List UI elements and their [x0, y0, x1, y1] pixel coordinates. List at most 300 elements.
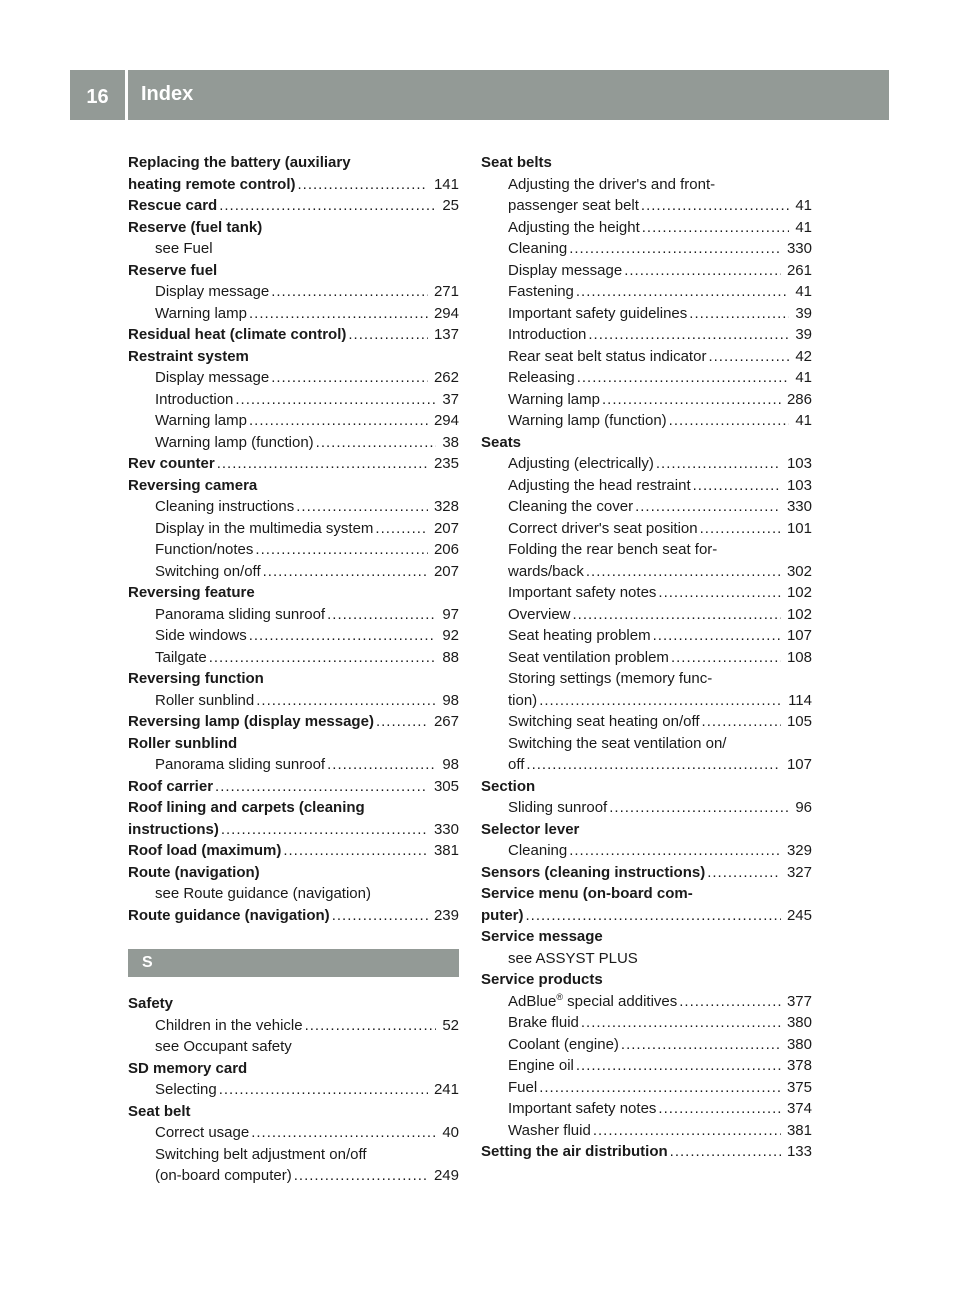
leader-dots — [539, 690, 782, 712]
page-reference[interactable]: 141 — [433, 175, 459, 193]
leader-dots — [577, 367, 790, 389]
index-heading — [128, 346, 459, 368]
page-reference[interactable]: 41 — [795, 369, 812, 386]
entry-label: Correct driver's seat position — [508, 519, 698, 537]
page-reference[interactable]: 328 — [433, 498, 459, 515]
entry-label: Washer fluid — [508, 1121, 591, 1139]
leader-dots — [251, 1122, 436, 1144]
page-reference[interactable]: 52 — [442, 1016, 459, 1034]
entry-label: Residual heat (climate control) — [128, 326, 347, 343]
index-entry — [481, 1034, 812, 1056]
index-entry — [481, 647, 812, 669]
page-reference[interactable]: 207 — [433, 519, 459, 537]
page-reference[interactable]: 249 — [433, 1167, 459, 1184]
index-entry — [128, 690, 459, 712]
entry-label: Panorama sliding sunroof — [155, 605, 326, 623]
entry-label: Service menu (on-board com- — [481, 885, 693, 902]
leader-dots — [670, 1141, 781, 1163]
index-entry — [128, 1165, 459, 1187]
entry-label: Reversing feature — [128, 584, 255, 601]
leader-dots — [576, 281, 789, 303]
entry-label: Rev counter — [128, 455, 215, 472]
entry-label: AdBlue® special additives — [508, 991, 678, 1010]
entry-label: Switching on/off — [155, 562, 261, 580]
page-reference[interactable]: 42 — [795, 347, 812, 365]
index-column-left — [128, 152, 459, 1187]
index-entry — [128, 711, 459, 733]
leader-dots — [708, 346, 789, 368]
index-heading — [481, 432, 812, 454]
leader-dots — [283, 840, 428, 862]
page-reference[interactable]: 302 — [786, 562, 812, 580]
page-number: 16 — [86, 85, 109, 108]
index-heading — [481, 883, 812, 905]
index-heading — [481, 969, 812, 991]
leader-dots — [658, 582, 781, 604]
index-entry — [128, 195, 459, 217]
leader-dots — [263, 561, 428, 583]
entry-label: Storing settings (memory func- — [508, 670, 713, 687]
entry-label: see Occupant safety — [155, 1038, 292, 1055]
entry-label: instructions) — [128, 820, 219, 838]
leader-dots — [609, 797, 789, 819]
entry-label: Adjusting the height — [508, 218, 640, 236]
page-reference[interactable]: 37 — [442, 390, 459, 408]
index-column-right — [481, 152, 812, 1163]
page-reference[interactable]: 330 — [433, 820, 459, 838]
leader-dots — [305, 1015, 437, 1037]
page-reference[interactable]: 103 — [786, 455, 812, 472]
page-reference[interactable]: 105 — [786, 713, 812, 730]
entry-label: Route (navigation) — [128, 863, 260, 881]
entry-label: see Fuel — [155, 240, 213, 257]
index-entry — [481, 389, 812, 411]
entry-label: Children in the vehicle — [155, 1016, 303, 1034]
page-reference[interactable]: 381 — [433, 842, 459, 859]
page-reference[interactable]: 102 — [786, 605, 812, 623]
entry-label: Important safety guidelines — [508, 304, 688, 322]
entry-label: Switching belt adjustment on/off — [155, 1145, 367, 1163]
index-subentry — [481, 668, 812, 690]
page-reference[interactable]: 206 — [433, 541, 459, 558]
index-entry — [481, 1012, 812, 1034]
index-entry — [481, 1120, 812, 1142]
leader-dots — [635, 496, 781, 518]
entry-label: Switching seat heating on/off — [508, 713, 700, 730]
leader-dots — [327, 754, 436, 776]
index-entries-s — [128, 993, 459, 1187]
leader-dots — [526, 905, 781, 927]
index-entry — [128, 303, 459, 325]
page-reference[interactable]: 330 — [786, 498, 812, 515]
page-reference[interactable]: 97 — [442, 605, 459, 623]
entry-label: Selecting — [155, 1081, 217, 1098]
leader-dots — [327, 604, 436, 626]
leader-dots — [669, 410, 790, 432]
entry-label: Rear seat belt status indicator — [508, 347, 707, 365]
index-entry — [481, 453, 812, 475]
index-entry — [481, 690, 812, 712]
page-reference[interactable]: 381 — [786, 1121, 812, 1139]
page-reference[interactable]: 41 — [795, 197, 812, 214]
leader-dots — [602, 389, 781, 411]
leader-dots — [593, 1120, 781, 1142]
index-entry — [128, 539, 459, 561]
index-entry — [128, 625, 459, 647]
page-reference[interactable]: 329 — [786, 842, 812, 859]
index-entry — [481, 754, 812, 776]
index-subentry — [128, 1036, 459, 1058]
index-entry — [128, 496, 459, 518]
leader-dots — [298, 174, 428, 196]
header-divider — [125, 70, 128, 120]
index-heading — [128, 668, 459, 690]
index-heading — [128, 993, 459, 1015]
page-reference[interactable]: 207 — [433, 562, 459, 580]
index-entry — [128, 367, 459, 389]
page-reference[interactable]: 39 — [795, 326, 812, 343]
leader-dots — [348, 324, 428, 346]
index-entry — [481, 561, 812, 583]
index-entry — [128, 432, 459, 454]
index-heading — [128, 797, 459, 819]
index-entry — [481, 991, 812, 1013]
index-heading — [128, 862, 459, 884]
index-entry — [481, 195, 812, 217]
leader-dots — [219, 195, 436, 217]
registered-mark: ® — [556, 991, 564, 1002]
leader-dots — [296, 496, 428, 518]
index-entry — [481, 1141, 812, 1163]
entry-label: Roller sunblind — [155, 691, 255, 709]
index-heading — [128, 217, 459, 239]
index-heading — [128, 152, 459, 174]
section-header-s: S — [128, 949, 459, 977]
entry-label: see Route guidance (navigation) — [155, 885, 371, 902]
page-reference[interactable]: 98 — [442, 691, 459, 709]
index-entry — [481, 862, 812, 884]
index-entry — [128, 604, 459, 626]
index-entry — [481, 410, 812, 432]
leader-dots — [641, 195, 789, 217]
leader-dots — [658, 1098, 781, 1120]
leader-dots — [316, 432, 437, 454]
entry-label: Roller sunblind — [128, 734, 238, 752]
leader-dots — [671, 647, 781, 669]
index-entry — [128, 410, 459, 432]
entry-label: Seat ventilation problem — [508, 648, 669, 666]
index-heading — [481, 152, 812, 174]
leader-dots — [235, 389, 436, 411]
index-entry — [128, 281, 459, 303]
entry-label: Reversing lamp (display message) — [128, 713, 374, 730]
index-entry — [481, 496, 812, 518]
index-entry — [128, 324, 459, 346]
entry-label: tion) — [508, 691, 538, 709]
entry-label: Roof carrier — [128, 777, 214, 795]
page-reference[interactable]: 108 — [786, 648, 812, 666]
entry-label: Overview — [508, 605, 571, 623]
page-reference[interactable]: 305 — [433, 777, 459, 795]
leader-dots — [586, 561, 781, 583]
index-entry — [128, 1015, 459, 1037]
entry-label: off — [508, 756, 525, 773]
index-entry — [481, 217, 812, 239]
leader-dots — [573, 604, 781, 626]
page-reference[interactable]: 114 — [788, 691, 812, 709]
entry-label: Seat belt — [128, 1102, 191, 1120]
index-subentry — [128, 1144, 459, 1166]
index-entry — [481, 840, 812, 862]
leader-dots — [294, 1165, 428, 1187]
page-reference[interactable]: 267 — [433, 713, 459, 730]
index-heading — [128, 475, 459, 497]
page-reference[interactable]: 375 — [786, 1078, 812, 1096]
page-reference[interactable]: 378 — [786, 1057, 812, 1074]
page-reference[interactable]: 40 — [442, 1124, 459, 1141]
entry-label: see ASSYST PLUS — [508, 949, 638, 967]
entry-label: Fastening — [508, 283, 574, 300]
page-reference[interactable]: 245 — [786, 906, 812, 924]
leader-dots — [219, 1079, 428, 1101]
entry-label: Section — [481, 777, 536, 795]
page-reference[interactable]: 107 — [786, 756, 812, 773]
leader-dots — [375, 518, 428, 540]
entry-label: Display message — [155, 283, 270, 300]
entry-label: Restraint system — [128, 347, 249, 365]
index-entry — [481, 475, 812, 497]
entry-label: Seat belts — [481, 154, 552, 171]
entry-label: Introduction — [155, 390, 234, 408]
leader-dots — [376, 711, 428, 733]
leader-dots — [569, 238, 781, 260]
index-entry — [481, 711, 812, 733]
page-reference[interactable]: 41 — [795, 283, 812, 300]
index-entry — [128, 453, 459, 475]
entry-label: Side windows — [155, 627, 247, 644]
index-entry — [481, 260, 812, 282]
entry-label: Introduction — [508, 326, 587, 343]
index-entry — [481, 303, 812, 325]
index-heading — [128, 733, 459, 755]
index-heading — [128, 1101, 459, 1123]
index-entry — [481, 518, 812, 540]
leader-dots — [209, 647, 437, 669]
entry-label: Cleaning — [508, 842, 568, 859]
entry-label: Reversing camera — [128, 476, 258, 494]
page-reference[interactable]: 103 — [786, 476, 812, 494]
page-reference[interactable]: 286 — [786, 390, 812, 408]
index-entries-s-continued — [481, 152, 812, 1163]
index-entry — [481, 905, 812, 927]
entry-label: (on-board computer) — [155, 1167, 292, 1184]
page-reference[interactable]: 96 — [795, 799, 812, 816]
leader-dots — [707, 862, 781, 884]
index-entry — [128, 819, 459, 841]
page-reference[interactable]: 88 — [442, 648, 459, 666]
index-entry — [481, 324, 812, 346]
page-reference[interactable]: 25 — [442, 197, 459, 214]
page-reference[interactable]: 294 — [433, 304, 459, 322]
page-reference[interactable]: 261 — [786, 261, 812, 279]
leader-dots — [702, 711, 781, 733]
entry-label: Correct usage — [155, 1124, 250, 1141]
entry-label: Replacing the battery (auxiliary — [128, 154, 351, 171]
page-reference[interactable]: 374 — [786, 1100, 812, 1117]
leader-dots — [656, 453, 781, 475]
entry-label: Roof lining and carpets (cleaning — [128, 799, 365, 816]
index-entry — [128, 174, 459, 196]
entry-label: Warning lamp (function) — [508, 412, 667, 429]
entry-label: Service products — [481, 971, 603, 988]
page-reference[interactable]: 380 — [786, 1014, 812, 1031]
index-entry — [481, 1055, 812, 1077]
page-reference[interactable]: 107 — [786, 627, 812, 644]
leader-dots — [249, 625, 437, 647]
index-entry — [128, 389, 459, 411]
entry-label: Service message — [481, 928, 603, 945]
entry-label: Brake fluid — [508, 1014, 579, 1031]
entry-label: Reserve fuel — [128, 261, 218, 279]
index-entries-r — [128, 152, 459, 926]
entry-label: Safety — [128, 995, 174, 1012]
entry-label: Display message — [508, 261, 623, 279]
page-reference[interactable]: 380 — [786, 1035, 812, 1053]
entry-label: Cleaning instructions — [155, 498, 295, 515]
page-title: Index — [141, 82, 194, 105]
entry-label: Display in the multimedia system — [155, 519, 374, 537]
index-heading — [481, 819, 812, 841]
leader-dots — [693, 475, 781, 497]
page-reference[interactable]: 39 — [795, 304, 812, 322]
page-reference[interactable]: 327 — [786, 863, 812, 881]
entry-label: Switching the seat ventilation on/ — [508, 734, 727, 752]
entry-label: Adjusting the driver's and front- — [508, 175, 716, 193]
entry-label: Setting the air distribution — [481, 1143, 668, 1160]
entry-label: Tailgate — [155, 648, 207, 666]
entry-label: Display message — [155, 369, 270, 386]
entry-label: Roof load (maximum) — [128, 842, 282, 859]
entry-label: Cleaning — [508, 240, 568, 257]
entry-label: Rescue card — [128, 197, 218, 214]
index-heading — [128, 582, 459, 604]
index-subentry — [481, 733, 812, 755]
index-entry — [481, 346, 812, 368]
entry-label: Adjusting the head restraint — [508, 476, 691, 494]
leader-dots — [271, 281, 428, 303]
page-reference[interactable]: 137 — [433, 326, 459, 343]
entry-label: Important safety notes — [508, 1100, 657, 1117]
index-entry — [481, 625, 812, 647]
entry-label: heating remote control) — [128, 175, 296, 193]
page-reference[interactable]: 235 — [433, 455, 459, 472]
entry-label: Important safety notes — [508, 584, 657, 601]
leader-dots — [576, 1055, 781, 1077]
leader-dots — [621, 1034, 781, 1056]
index-heading — [481, 776, 812, 798]
leader-dots — [256, 690, 436, 712]
entry-label: Releasing — [508, 369, 575, 386]
entry-label: Seats — [481, 433, 522, 451]
entry-label: Folding the rear bench seat for- — [508, 541, 718, 558]
entry-label: Sensors (cleaning instructions) — [481, 863, 706, 881]
leader-dots — [526, 754, 781, 776]
page-reference[interactable]: 41 — [795, 412, 812, 429]
index-entry — [128, 1122, 459, 1144]
page-reference[interactable]: 330 — [786, 240, 812, 257]
entry-label: Sliding sunroof — [508, 799, 608, 816]
page-reference[interactable]: 133 — [786, 1143, 812, 1160]
leader-dots — [271, 367, 428, 389]
entry-label: Engine oil — [508, 1057, 574, 1074]
leader-dots — [588, 324, 789, 346]
leader-dots — [249, 410, 428, 432]
leader-dots — [217, 453, 428, 475]
leader-dots — [700, 518, 781, 540]
page-reference[interactable]: 102 — [786, 584, 812, 601]
index-entry — [128, 518, 459, 540]
page-reference[interactable]: 92 — [442, 627, 459, 644]
index-entry — [128, 754, 459, 776]
entry-label: Cleaning the cover — [508, 498, 634, 515]
entry-label: Warning lamp — [155, 412, 247, 429]
page-reference[interactable]: 294 — [433, 412, 459, 429]
index-entry — [128, 561, 459, 583]
entry-label: Adjusting (electrically) — [508, 455, 654, 472]
index-subentry — [481, 948, 812, 970]
index-entry — [481, 238, 812, 260]
index-entry — [128, 840, 459, 862]
page-reference[interactable]: 377 — [786, 992, 812, 1010]
entry-label: Seat heating problem — [508, 627, 651, 644]
index-entry — [481, 604, 812, 626]
index-subentry — [481, 539, 812, 561]
index-entry — [481, 582, 812, 604]
page-reference[interactable]: 41 — [795, 218, 812, 236]
index-entry — [128, 905, 459, 927]
entry-label: Reserve (fuel tank) — [128, 218, 263, 236]
page-reference[interactable]: 98 — [442, 756, 459, 773]
index-entry — [481, 797, 812, 819]
leader-dots — [653, 625, 781, 647]
entry-label: Panorama sliding sunroof — [155, 756, 326, 773]
leader-dots — [581, 1012, 781, 1034]
entry-label: Fuel — [508, 1078, 538, 1096]
index-subentry — [128, 883, 459, 905]
page-reference[interactable]: 101 — [786, 519, 812, 537]
page-reference[interactable]: 271 — [433, 283, 459, 300]
leader-dots — [332, 905, 428, 927]
page-reference[interactable]: 241 — [433, 1081, 459, 1098]
index-heading — [128, 1058, 459, 1080]
index-heading — [128, 260, 459, 282]
leader-dots — [679, 991, 781, 1013]
leader-dots — [642, 217, 790, 239]
leader-dots — [221, 819, 428, 841]
index-subentry — [128, 238, 459, 260]
leader-dots — [215, 776, 428, 798]
index-entry — [481, 1077, 812, 1099]
entry-label: wards/back — [508, 562, 584, 580]
index-heading — [481, 926, 812, 948]
page-reference[interactable]: 262 — [433, 369, 459, 386]
index-subentry — [481, 174, 812, 196]
entry-label: passenger seat belt — [508, 197, 639, 214]
entry-label: puter) — [481, 906, 524, 924]
page-reference[interactable]: 239 — [433, 906, 459, 924]
leader-dots — [569, 840, 781, 862]
page-reference[interactable]: 38 — [442, 433, 459, 451]
